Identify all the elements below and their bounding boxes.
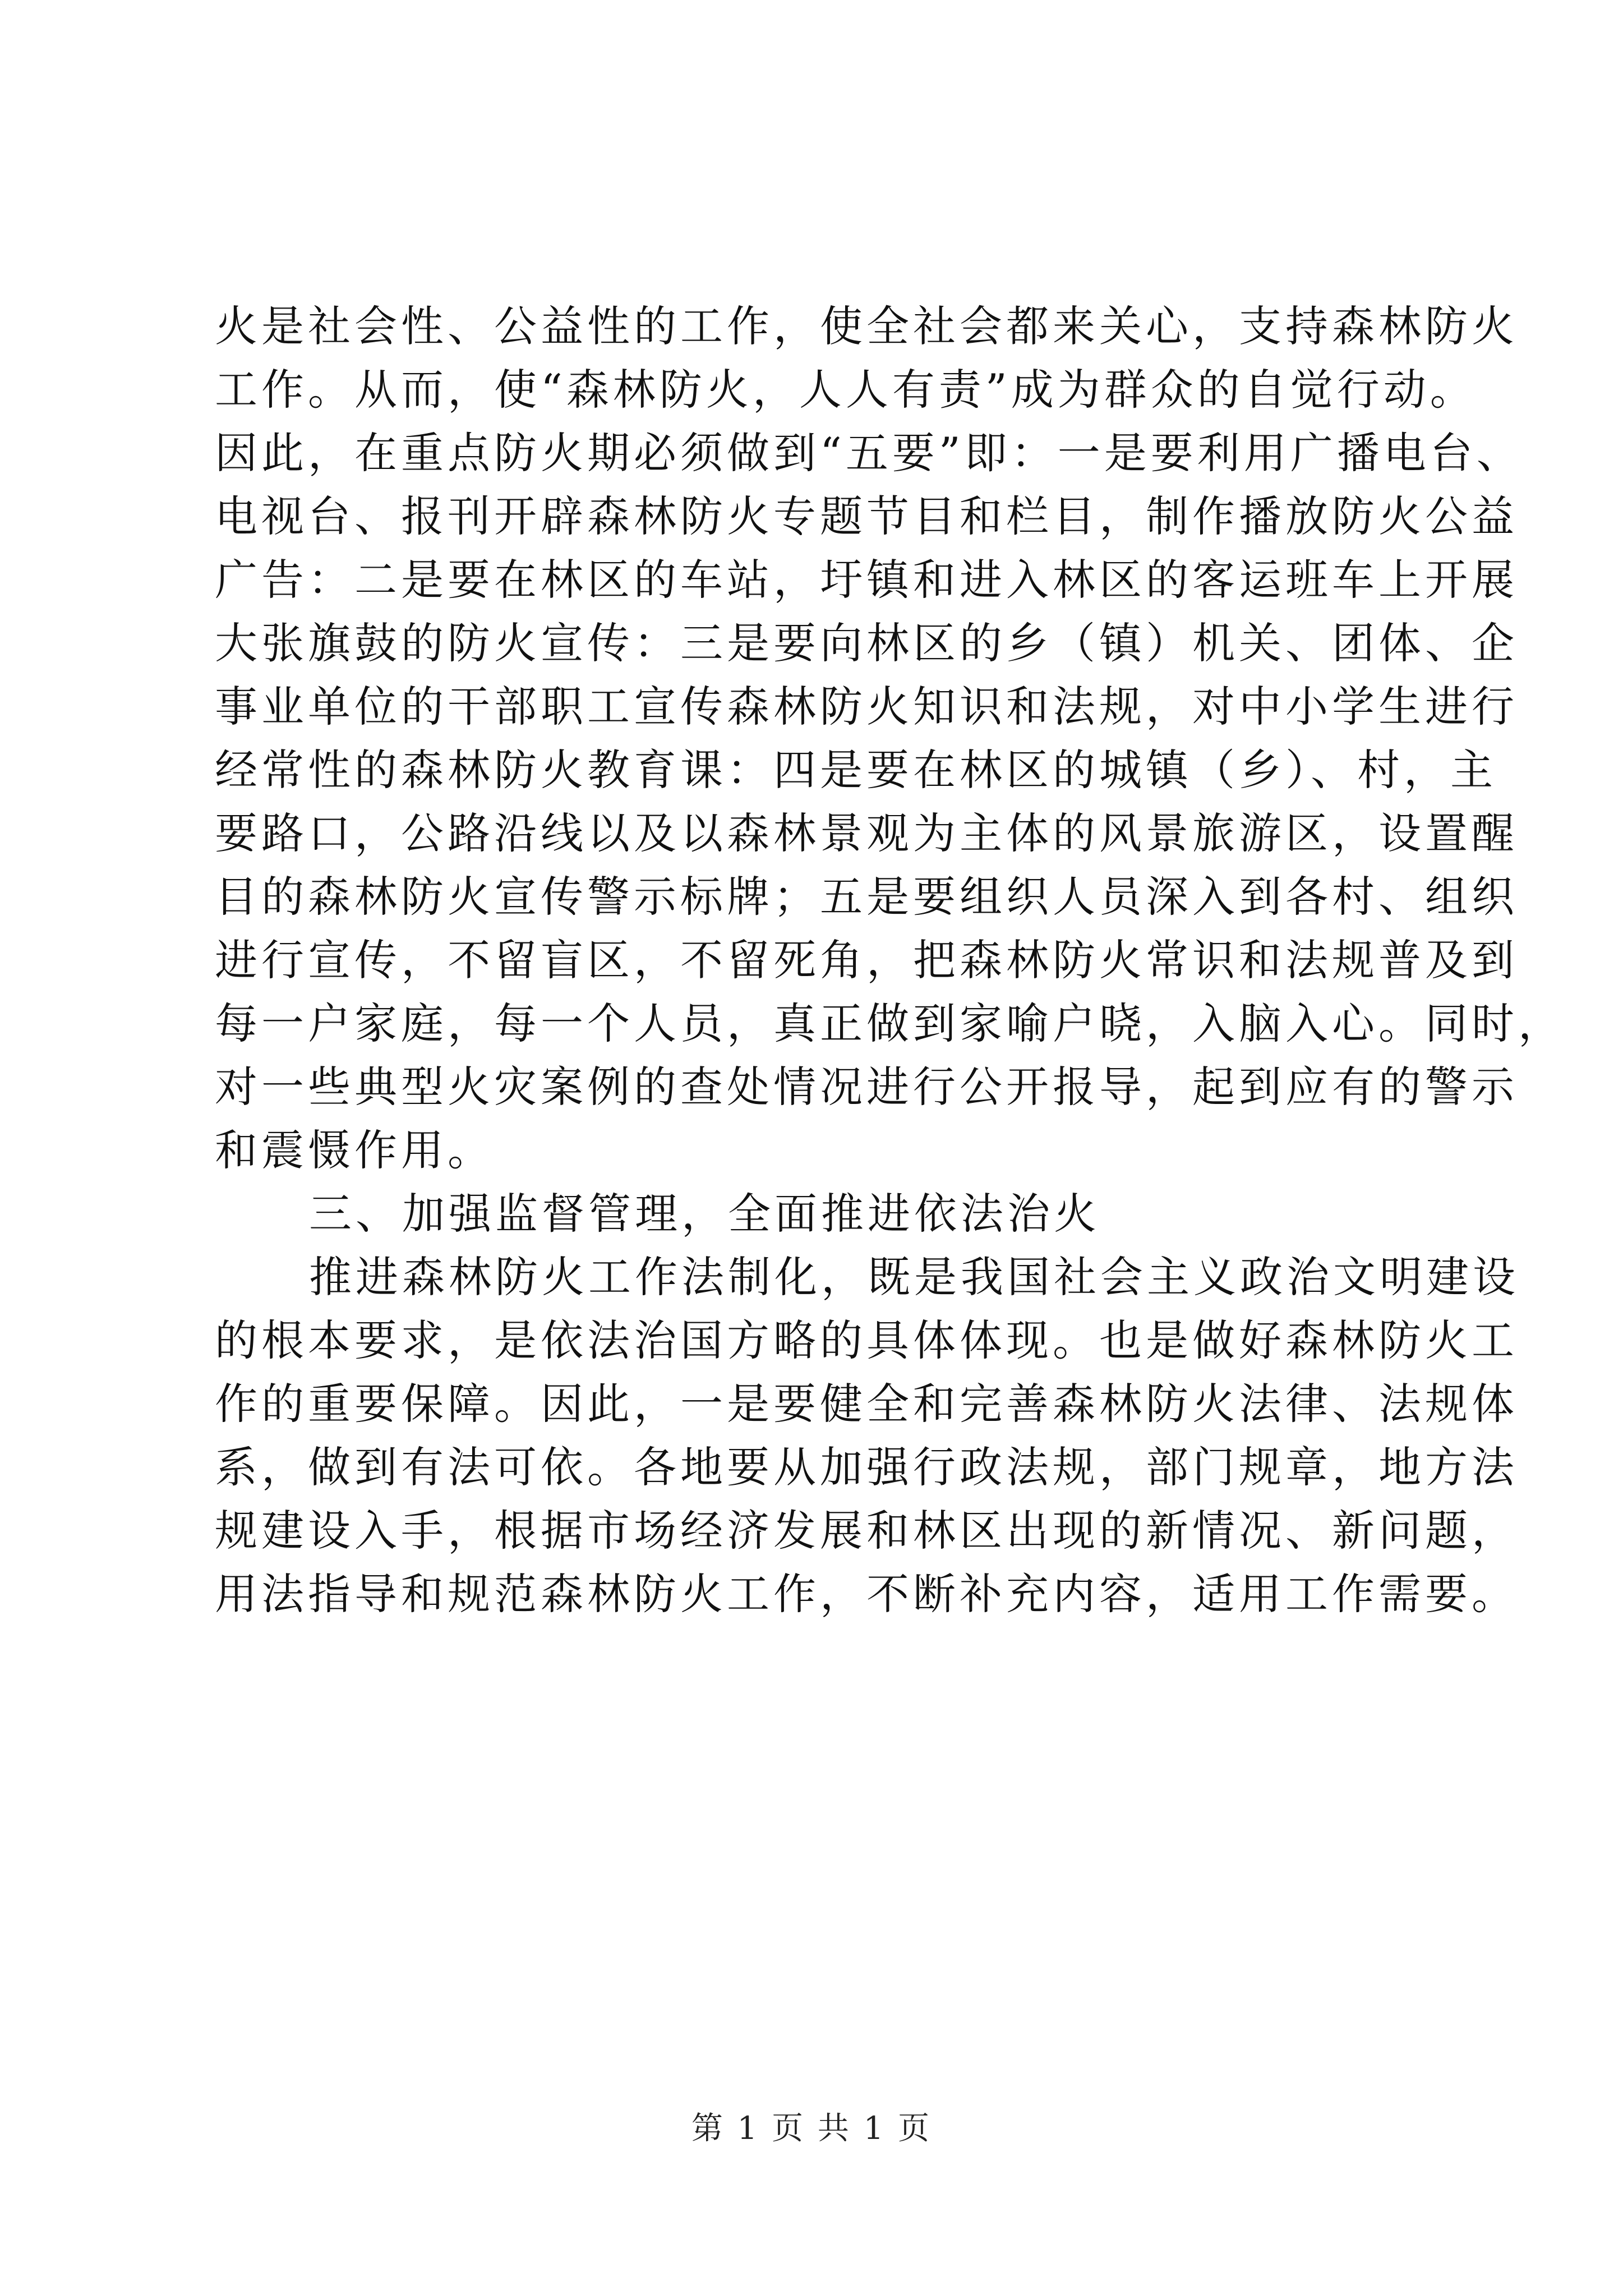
page-footer: 第 1 页 共 1 页: [691, 2110, 932, 2147]
text-line: 因此，在重点防火期必须做到“五要”即：一是要利用广播电台、: [215, 428, 1523, 478]
text-line: 广告：二是要在林区的车站，圩镇和进入林区的客运班车上开展: [215, 555, 1518, 605]
text-line: 火是社会性、公益性的工作，使全社会都来关心，支持森林防火: [215, 301, 1518, 351]
paragraph-first-line: 推进森林防火工作法制化，既是我国社会主义政治文明建设: [309, 1252, 1519, 1302]
text-line: 进行宣传，不留盲区，不留死角，把森林防火常识和法规普及到: [215, 935, 1518, 985]
text-line: 目的森林防火宣传警示标牌；五是要组织人员深入到各村、组织: [215, 872, 1518, 922]
document-body: [215, 295, 1565, 1626]
text-line: 对一些典型火灾案例的查处情况进行公开报导，起到应有的警示: [215, 1062, 1518, 1112]
text-line: 大张旗鼓的防火宣传：三是要向林区的乡（镇）机关、团体、企: [215, 618, 1518, 668]
section-heading: 三、加强监督管理，全面推进依法治火: [309, 1189, 1100, 1239]
text-line: 事业单位的干部职工宣传森林防火知识和法规，对中小学生进行: [215, 682, 1518, 731]
text-line: 作的重要保障。因此，一是要健全和完善森林防火法律、法规体: [215, 1379, 1518, 1429]
text-line: 经常性的森林防火教育课：四是要在林区的城镇（乡）、村，主: [215, 745, 1497, 795]
text-line: 和震慑作用。: [215, 1125, 494, 1175]
text-line: 用法指导和规范森林防火工作，不断补充内容，适用工作需要。: [215, 1569, 1518, 1619]
text-line: 的根本要求，是依法治国方略的具体体现。也是做好森林防火工: [215, 1315, 1518, 1365]
text-line: 规建设入手，根据市场经济发展和林区出现的新情况、新问题，: [215, 1506, 1518, 1556]
text-line: 系，做到有法可依。各地要从加强行政法规，部门规章，地方法: [215, 1442, 1518, 1492]
text-line: 要路口，公路沿线以及以森林景观为主体的风景旅游区，设置醒: [215, 808, 1518, 858]
text-line: 电视台、报刊开辟森林防火专题节目和栏目，制作播放防火公益: [215, 491, 1518, 541]
text-line: 工作。从而，使“森林防火，人人有责”成为群众的自觉行动。: [215, 365, 1477, 415]
text-line: 每一户家庭，每一个人员，真正做到家喻户晓，入脑入心。同时，: [215, 999, 1565, 1048]
